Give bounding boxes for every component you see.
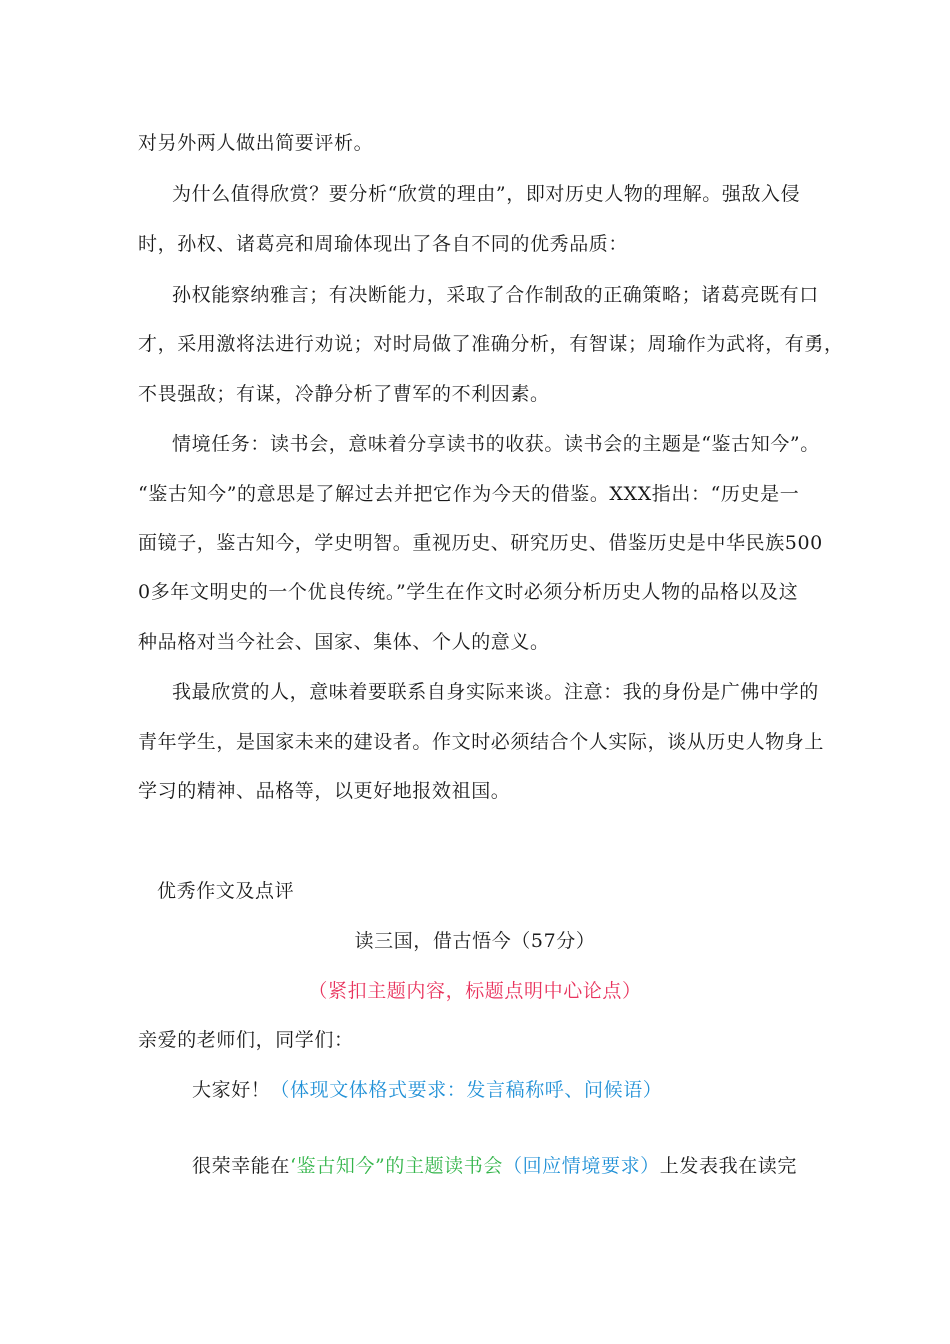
paragraph-line: 为什么值得欣赏？要分析“欣赏的理由”，即对历史人物的理解。强敌入侵 [172,183,801,205]
paragraph-line: 学习的精神、品格等，以更好地报效祖国。 [138,780,511,802]
body-line [192,1152,882,1180]
body-end: 上发表我在读完 [659,1155,797,1177]
paragraph-line: 才，采用激将法进行劝说；对时局做了准确分析，有智谋；周瑜作为武将，有勇， [138,333,844,355]
body-start: 很荣幸能在 [192,1155,291,1177]
paragraph-line: 面镜子，鉴古知今，学史明智。重视历史、研究历史、借鉴历史是中华民族500 [138,532,823,554]
paragraph-line: 时，孙权、诸葛亮和周瑜体现出了各自不同的优秀品质： [138,233,629,255]
section-heading: 优秀作文及点评 [157,880,295,902]
paragraph-line: 0多年文明史的一个优良传统。”学生在作文时必须分析历史人物的品格以及这 [138,581,799,603]
title-comment: （紧扣主题内容，标题点明中心论点） [308,980,642,1002]
salutation: 亲爱的老师们，同学们： [138,1029,354,1051]
paragraph-line: 青年学生，是国家未来的建设者。作文时必须结合个人实际，谈从历史人物身上 [138,731,825,753]
paragraph-line: 对另外两人做出简要评析。 [138,132,374,154]
body-highlight: ‘鉴古知今”的主题读书会 [290,1155,503,1177]
essay-title: 读三国，借古悟今（57分） [354,930,596,952]
paragraph-line: 孙权能察纳雅言；有决断能力，采取了合作制敌的正确策略；诸葛亮既有口 [172,284,819,306]
body-comment: （回应情境要求） [502,1155,660,1177]
paragraph-line: 我最欣赏的人，意味着要联系自身实际来谈。注意：我的身份是广佛中学的 [172,681,819,703]
paragraph-line: 种品格对当今社会、国家、集体、个人的意义。 [138,631,550,653]
paragraph-line: 不畏强敌；有谋，冷静分析了曹军的不利因素。 [138,383,550,405]
greeting-comment: （体现文体格式要求：发言稿称呼、问候语） [270,1079,663,1101]
greeting: 大家好！ [192,1079,271,1101]
greeting-line [192,1076,882,1104]
paragraph-line: “鉴古知今”的意思是了解过去并把它作为今天的借鉴。XXX指出：“历史是一 [138,483,800,505]
paragraph-line: 情境任务：读书会，意味着分享读书的收获。读书会的主题是“鉴古知今”。 [172,433,820,455]
